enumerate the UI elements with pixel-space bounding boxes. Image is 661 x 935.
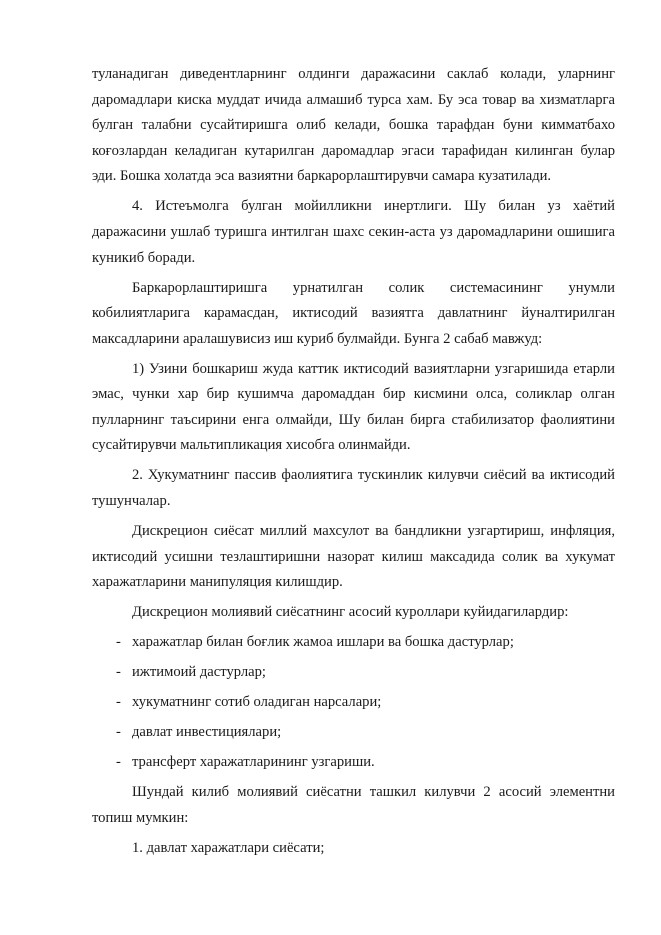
paragraph-reason-two: 2. Хукуматнинг пассив фаолиятига тускинлик килувчи сиёсий ва иктисодий тушунчалар. bbox=[92, 467, 615, 510]
paragraph-discretionary-policy: Дискрецион сиёсат миллий махсулот ва бандликни узгартириш, инфляция, иктисодий усишни тезлаштиришни назорат килиш максадида солик ва хукумат харажатларини манипуляция килишдир. bbox=[92, 523, 615, 591]
paragraph-consumption-inertia: 4. Истеъмолга булган мойилликни инертлиги. Шу билан уз хаётий даражасини ушлаб туришга интилган шахс секин-аста уз даромадларини ошишига куникиб боради. bbox=[92, 198, 615, 266]
list-item bbox=[92, 690, 615, 716]
bullet-dash: - bbox=[116, 664, 121, 681]
paragraph-conclusion: Шундай килиб молиявий сиёсатни ташкил килувчи 2 асосий элементни топиш мумкин: bbox=[92, 784, 615, 826]
paragraph-expenditure-policy: 1. давлат харажатлари сиёсати; bbox=[132, 839, 325, 856]
list-item-text: ижтимоий дастурлар; bbox=[132, 664, 266, 681]
list-item-text: харажатлар билан боғлик жамоа ишлари ва бошка дастурлар; bbox=[132, 634, 514, 651]
bullet-dash: - bbox=[116, 754, 121, 771]
paragraph-tax-system: Баркарорлаштиришга урнатилган солик системасининг унумли кобилиятларига карамасдан, иктисодий вазиятга давлатнинг йуналтирилган максадларини аралашувисиз иш куриб булмайди. Бунга 2 сабаб мавжуд: bbox=[92, 279, 615, 347]
paragraph-continuation: туланадиган диведентларнинг олдинги даражасини саклаб колади, уларнинг даромадлари киска муддат ичида алмашиб турса хам. Бу эса товар ва хизматларга булган талабни сусайтиришга олиб келади, бошка тарафдан буни кимматбахо коғозлардан келадиган кутарилган даромадлар эгаси тарафидан килинган булар эди. Бошка холатда эса вазиятни баркарорлаштирувчи самара кузатилади. bbox=[92, 66, 615, 185]
paragraph-policy-tools: Дискрецион молиявий сиёсатнинг асосий куроллари куйидагилардир: bbox=[132, 604, 569, 621]
bullet-dash: - bbox=[116, 694, 121, 711]
bullet-dash: - bbox=[116, 634, 121, 651]
document-page bbox=[92, 62, 615, 866]
paragraph-reason-one: 1) Узини бошкариш жуда каттик иктисодий вазиятларни узгаришида етарли эмас, чунки хар бир кушимча даромаддан бир кисмини олса, соликлар олган пулларнинг таъсирини енга олмайди, Шу билан бирга стабилизатор фаолиятини сусайтирувчи мальтипликация хисобга олинмайди. bbox=[92, 360, 615, 454]
list-item bbox=[92, 630, 615, 656]
list-item-text: хукуматнинг сотиб оладиган нарсалари; bbox=[132, 694, 382, 711]
list-item-text: трансферт харажатларининг узгариши. bbox=[132, 754, 375, 771]
list-item-text: давлат инвестициялари; bbox=[132, 724, 282, 741]
list-item bbox=[92, 720, 615, 746]
list-item bbox=[92, 750, 615, 776]
list-item bbox=[92, 660, 615, 686]
bullet-dash: - bbox=[116, 724, 121, 741]
